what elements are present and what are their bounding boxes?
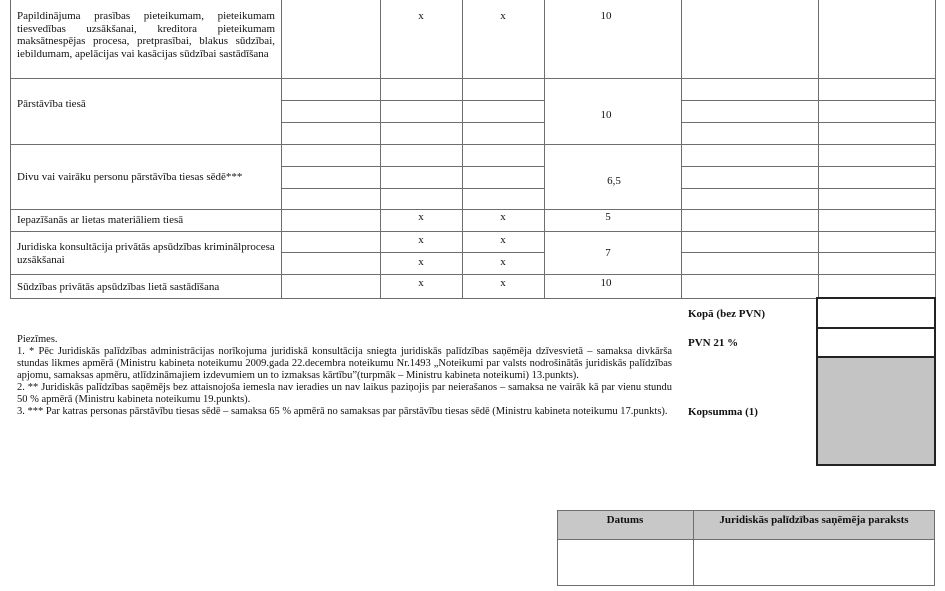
total-value-box[interactable] <box>816 356 936 466</box>
cell-mark: x <box>500 234 506 246</box>
notes-heading: Piezīmes. <box>17 334 58 345</box>
hour-rate: 6,5 <box>607 175 621 187</box>
hour-rate: 7 <box>605 247 611 259</box>
service-label: Pārstāvība tiesā <box>17 98 86 110</box>
cell-mark: x <box>500 256 506 268</box>
signature-header: Juridiskās palīdzības saņēmēja paraksts <box>719 514 909 526</box>
service-label: Iepazīšanās ar lietas materiāliem tiesā <box>17 214 184 226</box>
vat-label: PVN 21 % <box>688 337 739 349</box>
cell-mark: x <box>418 256 424 268</box>
cell-mark: x <box>500 211 506 223</box>
service-label: Papildinājuma prasības pieteikumam, pieteikumam tiesvedības uzsākšanai, kreditora pieteikumam maksātnespējas procesa, pretprasībai, blakus sūdzībai, iebildumam, apelācijas vai kasācijas sūdzībai sastādīšana <box>17 10 275 60</box>
service-label: Juridiska konsultācija privātās apsūdzības kriminālprocesa uzsākšanai <box>17 241 275 266</box>
hour-rate: 10 <box>600 109 612 121</box>
cell-mark: x <box>418 10 424 22</box>
vat-value-box[interactable] <box>816 327 936 358</box>
service-label: Sūdzības privātās apsūdzības lietā sastādīšana <box>17 281 220 293</box>
cell-mark: x <box>500 277 506 289</box>
date-header: Datums <box>606 514 644 526</box>
hour-rate: 5 <box>605 211 611 223</box>
note-1: 1. * Pēc Juridiskās palīdzības administrācijas norīkojuma juridiskā konsultācija sniegta juridiskās palīdzības saņēmēja dzīvesvietā – samaksa divkārša stundas likmes apmērā (Ministru kabineta noteikumu 2009.gada 22.decembra noteikumu Nr.1493 „Noteikumi par valsts nodrošinātās juridiskās palīdzības apjomu, samaksas apmēru, atlīdzināmajiem izdevumiem un to izmaksas kārtību”(turpmāk – Ministru kabineta noteikumi) 13.punkts). <box>17 346 672 381</box>
cell-mark: x <box>418 211 424 223</box>
notes <box>17 334 672 418</box>
subtotal-label: Kopā (bez PVN) <box>688 308 765 320</box>
hour-rate: 10 <box>600 10 612 22</box>
note-3: 3. *** Par katras personas pārstāvību tiesas sēdē – samaksa 65 % apmērā no samaksas par pārstāvību tiesas sēdē (Ministru kabineta noteikumu 17.punkts). <box>17 406 668 417</box>
cell-mark: x <box>418 277 424 289</box>
subtotal-value-box[interactable] <box>816 297 936 329</box>
total-label: Kopsumma (1) <box>688 406 758 418</box>
cell-mark: x <box>500 10 506 22</box>
hour-rate: 10 <box>600 277 612 289</box>
note-2: 2. ** Juridiskās palīdzības saņēmējs bez attaisnojoša iemesla nav ieradies un nav laikus paziņojis par neierašanos – samaksa ne vairāk kā par vienu stundu 50 % apmērā (Ministru kabineta noteikumu 19.punkts). <box>17 382 672 405</box>
signature-field[interactable] <box>694 540 933 584</box>
cell-mark: x <box>418 234 424 246</box>
service-label: Divu vai vairāku personu pārstāvība tiesas sēdē*** <box>17 171 243 183</box>
date-field[interactable] <box>558 540 692 584</box>
